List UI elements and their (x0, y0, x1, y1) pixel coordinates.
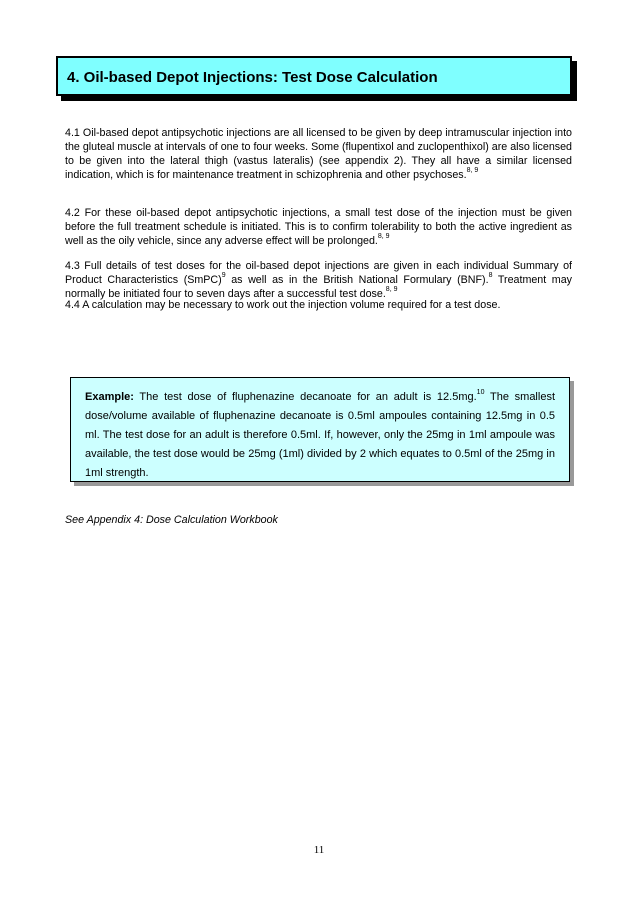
reference-superscript: 8, 9 (385, 286, 398, 293)
example-label: Example: (85, 391, 134, 403)
page-number: 11 (313, 844, 325, 856)
paragraph-4-3-text-b: as well as in the British National Formulary (BNF). (225, 274, 489, 286)
paragraph-4-2 (65, 206, 572, 248)
example-box (70, 377, 570, 482)
reference-superscript: 9 (221, 272, 226, 279)
section-heading: 4. Oil-based Depot Injections: Test Dose Calculation (67, 69, 438, 86)
reference-superscript: 10 (476, 389, 485, 396)
paragraph-4-3-text-a: 4.3 Full details of test doses for the oil-based depot injections are given in each individual Summary of Product Characteristics (SmPC) (65, 260, 572, 286)
reference-superscript: 8, 9 (377, 233, 390, 240)
reference-superscript: 8 (488, 272, 493, 279)
example-text (85, 388, 555, 483)
see-appendix-note: See Appendix 4: Dose Calculation Workbook (65, 514, 278, 526)
paragraph-4-1-text: 4.1 Oil-based depot antipsychotic injections are all licensed to be given by deep intramuscular injection into the gluteal muscle at intervals of one to four weeks. Some (flupentixol and zuclopenthixol) are also licensed to be given into the lateral thigh (vastus lateralis) (see appendix 2). They all have a similar licensed indication, which is for maintenance treatment in schizophrenia and other psychoses. (65, 127, 572, 181)
paragraph-4-1 (65, 126, 572, 182)
example-text-a: The test dose of fluphenazine decanoate for an adult is 12.5mg. (133, 391, 477, 403)
reference-superscript: 8, 9 (466, 167, 479, 174)
paragraph-4-2-text: 4.2 For these oil-based depot antipsychotic injections, a small test dose of the injection must be given before the full treatment schedule is initiated. This is to confirm tolerability to both the active ingredient as well as the oily vehicle, since any adverse effect will be prolonged. (65, 207, 572, 247)
paragraph-4-4: 4.4 A calculation may be necessary to work out the injection volume required for a test dose. (65, 299, 501, 311)
paragraph-4-3 (65, 259, 572, 301)
paragraph-4-3-text-c: Treatment may normally be initiated four to seven days after a successful test dose. (65, 274, 572, 300)
section-heading-box (56, 56, 572, 96)
example-text-b: The smallest dose/volume available of fluphenazine decanoate is 0.5ml ampoules containing 12.5mg in 0.5 ml. The test dose for an adult is therefore 0.5ml. If, however, only the 25mg in 1ml ampoule was available, the test dose would be 25mg (1ml) divided by 2 which equates to 0.5ml of the 25mg in 1ml strength. (85, 391, 555, 479)
